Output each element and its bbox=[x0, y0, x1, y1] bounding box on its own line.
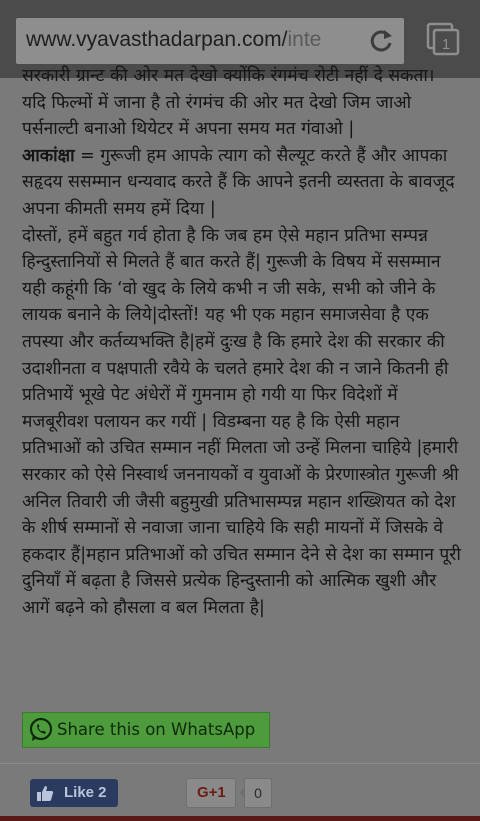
cut-off-line: सरकारी ग्रान्ट की ओर मत देखो क्योंकि रंगमंच रोटी नहीं दे सकता। bbox=[22, 66, 435, 86]
paragraph-akanksha bbox=[0, 143, 480, 223]
bottom-strip bbox=[0, 816, 480, 821]
facebook-like-button[interactable] bbox=[30, 779, 118, 807]
whatsapp-share-label: Share this on WhatsApp bbox=[57, 720, 256, 739]
tabs-button[interactable] bbox=[426, 22, 462, 58]
tabs-icon bbox=[426, 22, 462, 58]
tab-count: 1 bbox=[441, 36, 451, 53]
url-main: www.vyavasthadarpan.com/ bbox=[26, 28, 288, 51]
divider bbox=[0, 763, 480, 764]
speaker-label: आकांक्षा bbox=[22, 145, 75, 166]
whatsapp-icon bbox=[28, 717, 54, 743]
article-body bbox=[0, 66, 480, 698]
like-label: Like 2 bbox=[64, 784, 107, 801]
reload-icon[interactable] bbox=[366, 26, 396, 56]
paragraph-3: दोस्तों, हमें बहुत गर्व होता है कि जब हम ऐसे महान प्रतिभा सम्पन्न हिन्दुस्तानियों से मिलते हैं बात करते हैं| गुरूजी के विषय में ससम्मान यही कहूंगी कि ‘वो खुद के लिये कभी न जी सके, सभी को जीने के लायक बनाने के लिये|दोस्तों! यह भी एक महान समाजसेवा है एक तपस्या और कर्तव्यभक्ति है|हमें दुःख है कि हमारे देश की सरकार की उदाशीनता व पक्षपाती रवैये के चलते हमारे देश की न जाने कितनी ही प्रतिभायें भूखे पेट अंधेरों में गुमनाम हो गयी या फिर विदेशों में मजबूरीवश पलायन कर गयीं | विडम्बना यह है कि ऐसी महान प्रतिभाओं को उचित सम्मान नहीं मिलता जो उन्हें मिलना चाहिये |हमारी सरकार को ऐसे निस्वार्थ जननायकों व युवाओं के प्रेरणास्त्रोत गुरूजी श्री अनिल तिवारी जी जैसी बहुमुखी प्रतिभासम्पन्न महान शख्शियत को देश के शीर्ष सम्मानों से नवाजा जाना चाहिये कि सही मायनों में जिसके वे हकदार हैं|महान प्रतिभाओं को उचित सम्मान देने से देश का सम्मान पूरी दुनियाँ में बढ़ता है जिससे प्रत्येक हिन्दुस्तानी को आत्मिक खुशी और आगें बढ़ने को हौसला व बल मिलता है| bbox=[22, 225, 461, 618]
speaker-text: = गुरूजी हम आपके त्याग को सैल्यूट करते हैं और आपका सहृदय ससम्मान धन्यवाद करते हैं कि आपने इतनी व्यस्तता के बावजूद अपना कीमती समय हमें दिया | bbox=[22, 145, 455, 219]
gplus-button[interactable] bbox=[186, 778, 236, 808]
gplus-count: 0 bbox=[244, 778, 272, 808]
paragraph-1: यदि फिल्मों में जाना है तो रंगमंच की ओर मत देखो जिम जाओ पर्सनाल्टी बनाओ थियेटर में अपना समय मत गंवाओ | bbox=[22, 92, 412, 140]
whatsapp-share-button[interactable] bbox=[22, 712, 270, 748]
thumbs-up-icon bbox=[36, 784, 54, 802]
url-text[interactable] bbox=[26, 28, 321, 52]
url-fade: inte bbox=[287, 28, 322, 51]
address-bar[interactable] bbox=[16, 18, 404, 64]
gplus-label: G+1 bbox=[197, 784, 226, 801]
